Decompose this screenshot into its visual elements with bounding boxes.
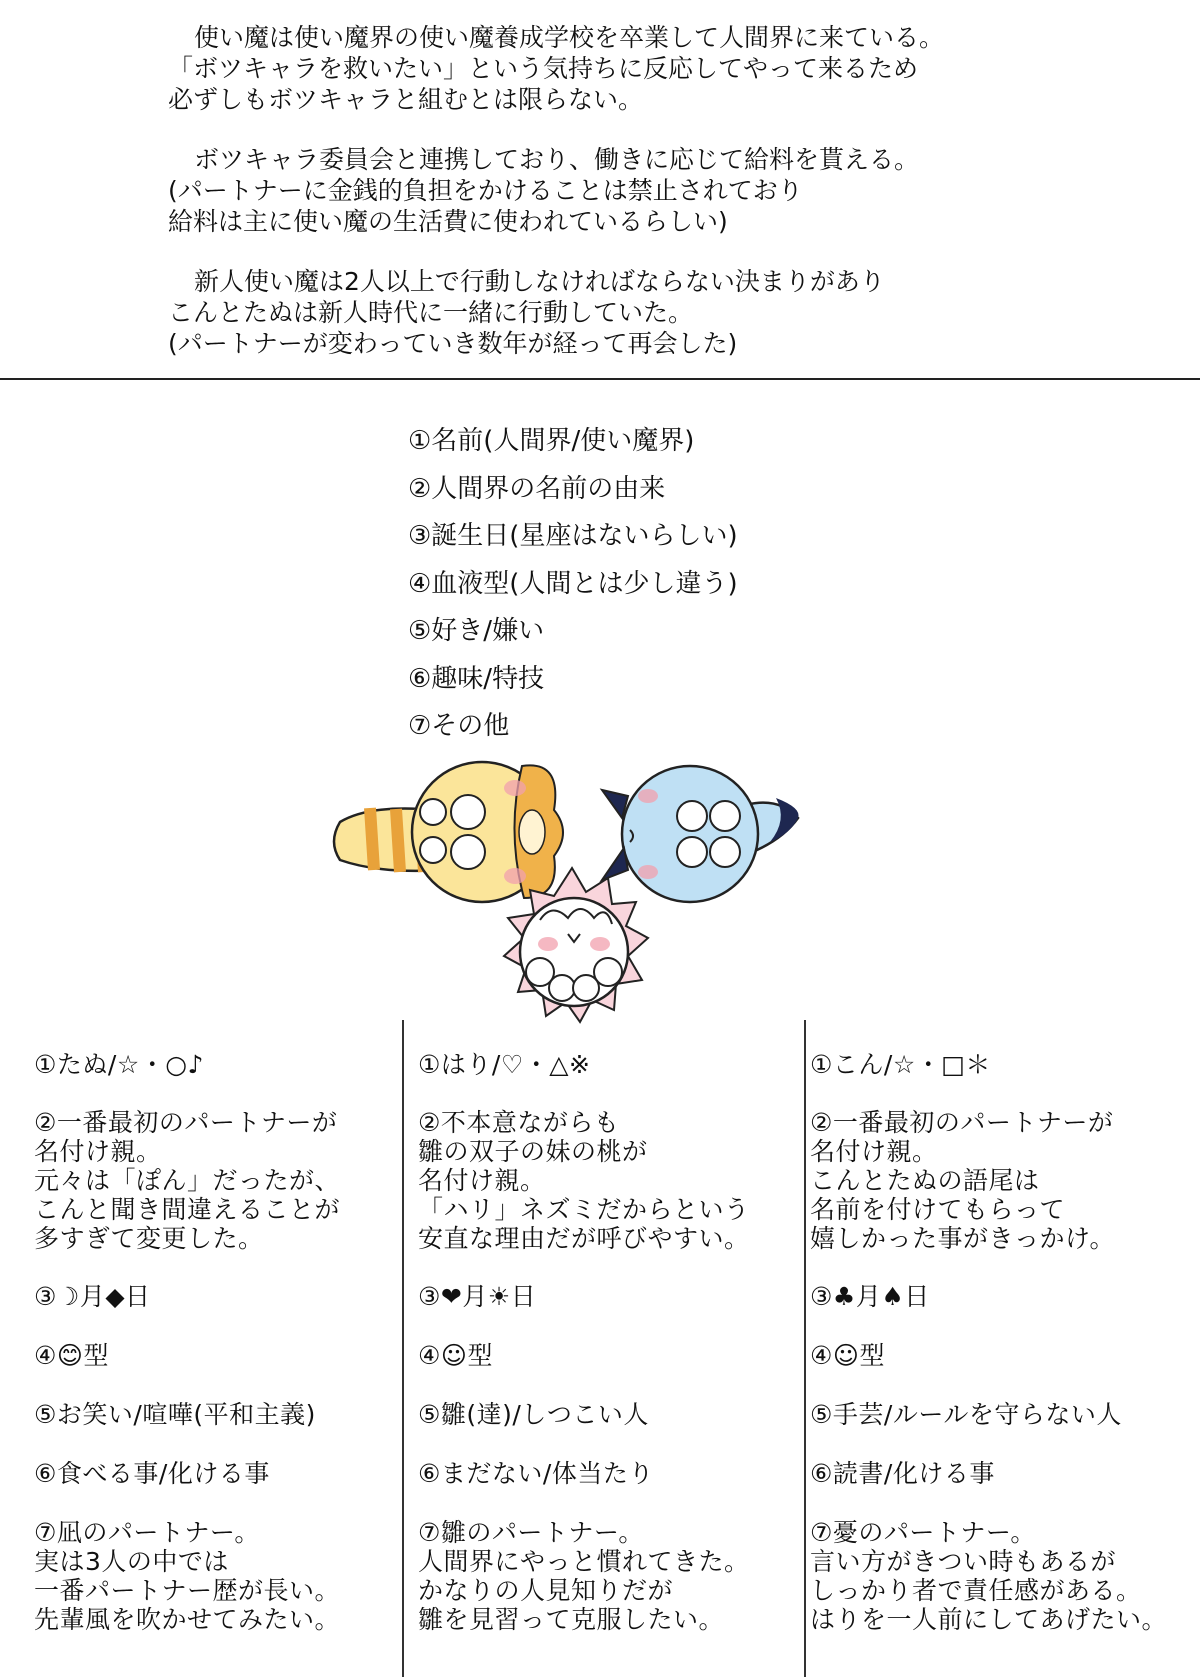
text-line: 名前を付けてもらって — [810, 1195, 1066, 1224]
text-line: こんとたぬの語尾は — [810, 1166, 1040, 1195]
profile-likes: ⑤お笑い/喧嘩(平和主義) — [34, 1400, 316, 1429]
profile-kon — [810, 1050, 1190, 1634]
text-line: 名付け親。 — [418, 1166, 546, 1195]
text-line: 名付け親。 — [34, 1137, 162, 1166]
legend-item-hobby: ⑥趣味/特技 — [408, 663, 545, 694]
intro-line: (パートナーが変わっていき数年が経って再会した) — [168, 329, 738, 358]
intro-line: こんとたぬは新人時代に一緒に行動していた。 — [168, 298, 694, 327]
text-line: 嬉しかった事がきっかけ。 — [810, 1224, 1116, 1253]
text-line: 言い方がきつい時もあるが — [810, 1547, 1117, 1576]
profile-hari — [418, 1050, 798, 1634]
profile-name: ①はり/♡・△※ — [418, 1050, 591, 1079]
text-line: 多すぎて変更した。 — [34, 1224, 264, 1253]
profile-other — [810, 1518, 1190, 1634]
tanuki-character — [334, 762, 563, 902]
profile-other — [418, 1518, 798, 1634]
text-line: ②一番最初のパートナーが — [810, 1108, 1114, 1137]
profile-tanu — [34, 1050, 414, 1634]
profile-birthday: ③☽月◆日 — [34, 1282, 151, 1311]
text-line: 一番パートナー歴が長い。 — [34, 1576, 341, 1605]
column-divider — [804, 1020, 806, 1677]
profile-name: ①こん/☆・□＊ — [810, 1050, 991, 1079]
intro-paragraph-3 — [168, 266, 1168, 359]
intro-text — [168, 22, 1168, 388]
text-line: しっかり者で責任感がある。 — [810, 1576, 1142, 1605]
text-line: 安直な理由だが呼びやすい。 — [418, 1224, 750, 1253]
intro-line: (パートナーに金銭的負担をかけることは禁止されており — [168, 176, 803, 205]
profile-hobby: ⑥食べる事/化ける事 — [34, 1459, 270, 1488]
text-line: 実は3人の中では — [34, 1547, 229, 1576]
text-line: 名付け親。 — [810, 1137, 938, 1166]
text-line: ②一番最初のパートナーが — [34, 1108, 338, 1137]
profile-birthday: ③♣月♠日 — [810, 1282, 930, 1311]
profile-hobby: ⑥まだない/体当たり — [418, 1459, 654, 1488]
text-line: 元々は「ぽん」だったが、 — [34, 1166, 341, 1195]
text-line: こんと聞き間違えることが — [34, 1195, 341, 1224]
legend-item-blood-type: ④血液型(人間とは少し違う) — [408, 568, 738, 599]
text-line: ⑦憂のパートナー。 — [810, 1518, 1036, 1547]
intro-paragraph-1 — [168, 22, 1168, 115]
profile-origin — [810, 1108, 1190, 1253]
text-line: 雛を見習って克服したい。 — [418, 1605, 725, 1634]
fox-character — [602, 766, 799, 902]
intro-paragraph-2 — [168, 144, 1168, 237]
legend-item-name: ①名前(人間界/使い魔界) — [408, 426, 695, 456]
text-line: かなりの人見知りだが — [418, 1576, 674, 1605]
profile-blood-type: ④😊型 — [34, 1341, 109, 1370]
profile-blood-type: ④☺型 — [810, 1341, 885, 1370]
legend-item-origin: ②人間界の名前の由来 — [408, 473, 666, 504]
text-line: ⑦雛のパートナー。 — [418, 1518, 644, 1547]
profile-likes: ⑤雛(達)/しつこい人 — [418, 1400, 649, 1429]
profile-origin — [34, 1108, 414, 1253]
intro-line: 「ボツキャラを救いたい」という気持ちに反応してやって来るため — [168, 54, 919, 83]
intro-line: 必ずしもボツキャラと組むとは限らない。 — [168, 85, 644, 114]
profile-hobby: ⑥読書/化ける事 — [810, 1459, 995, 1488]
profile-likes: ⑤手芸/ルールを守らない人 — [810, 1400, 1122, 1429]
legend-item-likes: ⑤好き/嫌い — [408, 616, 545, 646]
intro-line: 給料は主に使い魔の生活費に使われているらしい) — [168, 207, 728, 236]
intro-line: 使い魔は使い魔界の使い魔養成学校を卒業して人間界に来ている。 — [194, 23, 945, 52]
legend-item-other: ⑦その他 — [408, 711, 510, 741]
profile-blood-type: ④☺型 — [418, 1341, 493, 1370]
divider — [0, 378, 1200, 380]
text-line: 雛の双子の妹の桃が — [418, 1137, 648, 1166]
text-line: ②不本意ながらも — [418, 1108, 620, 1137]
text-line: はりを一人前にしてあげたい。 — [810, 1605, 1168, 1634]
legend-item-birthday: ③誕生日(星座はないらしい) — [408, 521, 738, 551]
characters-illustration — [330, 752, 870, 1042]
profile-legend — [408, 418, 928, 751]
text-line: ⑦凪のパートナー。 — [34, 1518, 260, 1547]
text-line: 人間界にやっと慣れてきた。 — [418, 1547, 750, 1576]
intro-line: 新人使い魔は2人以上で行動しなければならない決まりがあり — [194, 267, 885, 296]
profile-name: ①たぬ/☆・○♪ — [34, 1050, 205, 1079]
text-line: 先輩風を吹かせてみたい。 — [34, 1605, 341, 1634]
profile-birthday: ③❤月☀日 — [418, 1282, 537, 1311]
profile-other — [34, 1518, 414, 1634]
intro-line: ボツキャラ委員会と連携しており、働きに応じて給料を貰える。 — [194, 145, 920, 174]
profile-origin — [418, 1108, 798, 1253]
text-line: 「ハリ」ネズミだからという — [418, 1195, 750, 1224]
